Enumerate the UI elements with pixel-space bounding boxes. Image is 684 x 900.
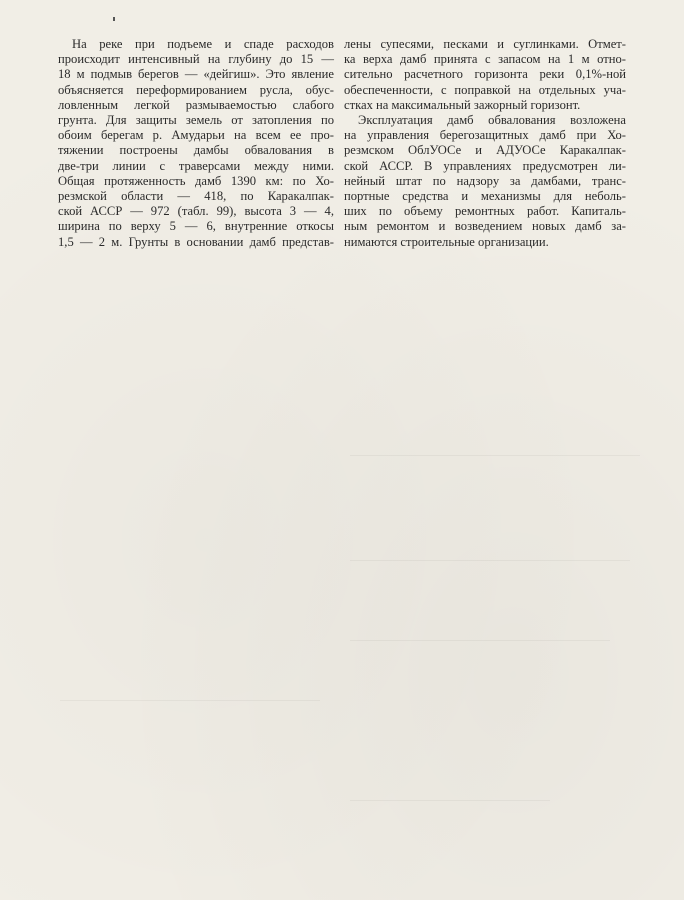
text-line: 1,5 — 2 м. Грунты в основании дамб представ- — [58, 234, 334, 249]
text-line: объясняется переформированием русла, обус- — [58, 82, 334, 97]
text-line: тяжении построены дамбы обвалования в — [58, 143, 334, 158]
text-line: ших по объему ремонтных работ. Капиталь- — [344, 204, 626, 219]
margin-mark — [113, 17, 115, 21]
text-line: резмском ОблУОСе и АДУОСе Каракалпак- — [344, 143, 626, 158]
text-line: ской АССР — 972 (табл. 99), высота 3 — 4, — [58, 204, 334, 219]
text-line: сительно расчетного горизонта реки 0,1%-ной — [344, 67, 626, 82]
text-line: резмской области — 418, по Каракалпак- — [58, 189, 334, 204]
right-column — [344, 37, 626, 250]
text-line: 18 м подмыв берегов — «дейгиш». Это явление — [58, 67, 334, 82]
text-line: ловленным легкой размываемостью слабого — [58, 97, 334, 112]
text-line: ширина по верху 5 — 6, внутренние откосы — [58, 219, 334, 234]
text-line: ской АССР. В управлениях предусмотрен ли- — [344, 158, 626, 173]
text-line: нимаются строительные организации. — [344, 234, 549, 249]
text-line: ка верха дамб принята с запасом на 1 м отно- — [344, 52, 626, 67]
text-line: Общая протяженность дамб 1390 км: по Хо- — [58, 173, 334, 188]
text-line: На реке при подъеме и спаде расходов — [72, 37, 334, 51]
text-line: на управления берегозащитных дамб при Хо- — [344, 128, 626, 143]
text-line: стках на максимальный зажорный горизонт. — [344, 97, 581, 112]
left-column — [58, 37, 334, 250]
text-line: ным ремонтом и возведением новых дамб за- — [344, 219, 626, 234]
text-line: Эксплуатация дамб обвалования возложена — [358, 113, 626, 128]
text-line: лены супесями, песками и суглинками. Отмет- — [344, 37, 626, 51]
text-line: грунта. Для защиты земель от затопления по — [58, 113, 334, 128]
text-line: обоим берегам р. Амударьи на всем ее про- — [58, 128, 334, 143]
text-line: портные средства и механизмы для неболь- — [344, 189, 626, 204]
text-line: две-три линии с траверсами между ними. — [58, 158, 334, 173]
text-line: обеспеченности, с поправкой на отдельных уча- — [344, 82, 626, 97]
text-line: нейный штат по надзору за дамбами, транс- — [344, 173, 626, 188]
text-line: происходит интенсивный на глубину до 15 — — [58, 52, 334, 67]
